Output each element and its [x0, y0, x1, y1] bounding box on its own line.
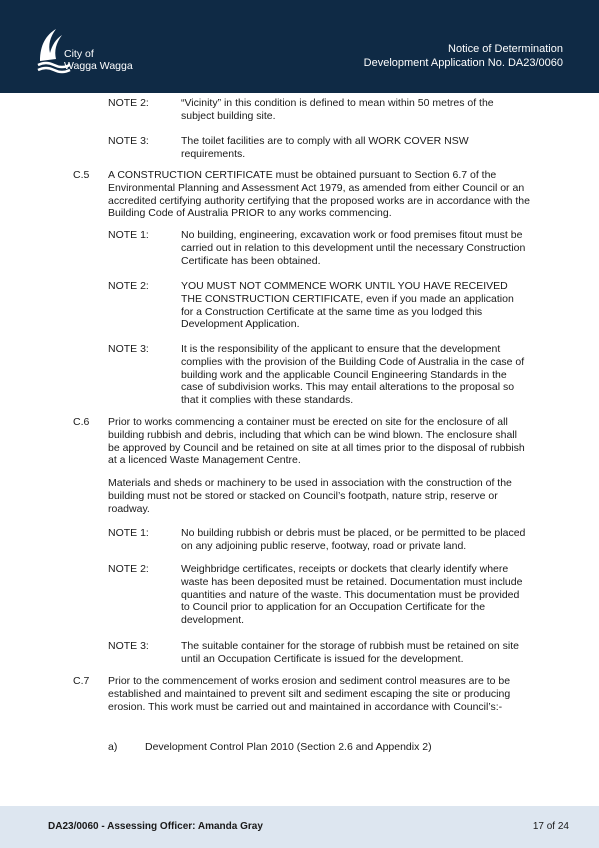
footer-officer: DA23/0060 - Assessing Officer: Amanda Gray: [48, 821, 263, 832]
title-line-1: Notice of Determination: [448, 43, 563, 55]
note-text: No building, engineering, excavation work or food premises fitout must be carried out in relation to this development until the necessary Construction Certificate has been obtained.: [181, 229, 526, 267]
note-text: No building rubbish or debris must be placed, or be permitted to be placed on any adjoining public reserve, footway, road or private land.: [181, 527, 526, 552]
note-label: NOTE 3:: [108, 135, 149, 147]
condition-number: C.6: [73, 416, 90, 428]
document-title: [364, 42, 563, 70]
condition-number: C.5: [73, 169, 90, 181]
list-item-marker: a): [108, 741, 118, 753]
note-label: NOTE 2:: [108, 280, 149, 292]
page-number: 17 of 24: [532, 821, 569, 832]
note-text: Weighbridge certificates, receipts or dockets that clearly identify where waste has been deposited must be retained. Documentation must include quantities and nature of the waste. This documentation must be provided to Council prior to application for an Occupation Certificate for the development.: [181, 563, 523, 627]
note-label: NOTE 3:: [108, 640, 149, 652]
note-label: NOTE 2:: [108, 97, 149, 109]
note-text: The suitable container for the storage of rubbish must be retained on site until an Occupation Certificate is issued for the development.: [181, 640, 519, 665]
list-item-text: Development Control Plan 2010 (Section 2.6 and Appendix 2): [145, 741, 432, 753]
note-text: “Vicinity” in this condition is defined to mean within 50 metres of the subject building site.: [181, 97, 494, 122]
condition-text: Prior to the commencement of works erosion and sediment control measures are to be established and maintained to prevent silt and sediment escaping the site or producing erosion. This work must be carried out and maintained in accordance with Council’s:-: [108, 675, 511, 713]
note-label: NOTE 1:: [108, 229, 149, 241]
note-text: YOU MUST NOT COMMENCE WORK UNTIL YOU HAVE RECEIVED THE CONSTRUCTION CERTIFICATE, even if you made an application for a Construction Certificate at the same time as you lodged this Development Application.: [181, 280, 514, 331]
note-label: NOTE 3:: [108, 343, 149, 355]
note-label: NOTE 1:: [108, 527, 149, 539]
logo-line-2: Wagga Wagga: [64, 60, 133, 72]
note-label: NOTE 2:: [108, 563, 149, 575]
title-line-2: Development Application No. DA23/0060: [363, 57, 563, 69]
page-footer: [0, 806, 599, 848]
condition-number: C.7: [73, 675, 90, 687]
page-header: [0, 0, 599, 93]
condition-paragraph: Materials and sheds or machinery to be used in association with the construction of the building must not be stored or stacked on Council’s footpath, nature strip, reserve or roadway.: [108, 477, 512, 515]
note-text: The toilet facilities are to comply with all WORK COVER NSW requirements.: [181, 135, 469, 160]
condition-text: Prior to works commencing a container must be erected on site for the enclosure of all building rubbish and debris, including that which can be wind blown. The enclosure shall be approved by Council and be retained on site at all times prior to the disposal of rubbish at a licenced Waste Management Centre.: [108, 416, 525, 467]
note-text: It is the responsibility of the applicant to ensure that the development complies with the provision of the Building Code of Australia in the case of building work and the applicable Council Engineering Standards in the case of subdivision works. This may entail alterations to the proposal so that it complies with these standards.: [181, 343, 525, 407]
logo-line-1: City of: [64, 48, 94, 60]
logo-text: [64, 48, 133, 72]
condition-text: A CONSTRUCTION CERTIFICATE must be obtained pursuant to Section 6.7 of the Environmental Planning and Assessment Act 1979, as amended from either Council or an accredited certifying authority certifying that the proposed works are in accordance with the Building Code of Australia PRIOR to any works commencing.: [108, 169, 530, 220]
